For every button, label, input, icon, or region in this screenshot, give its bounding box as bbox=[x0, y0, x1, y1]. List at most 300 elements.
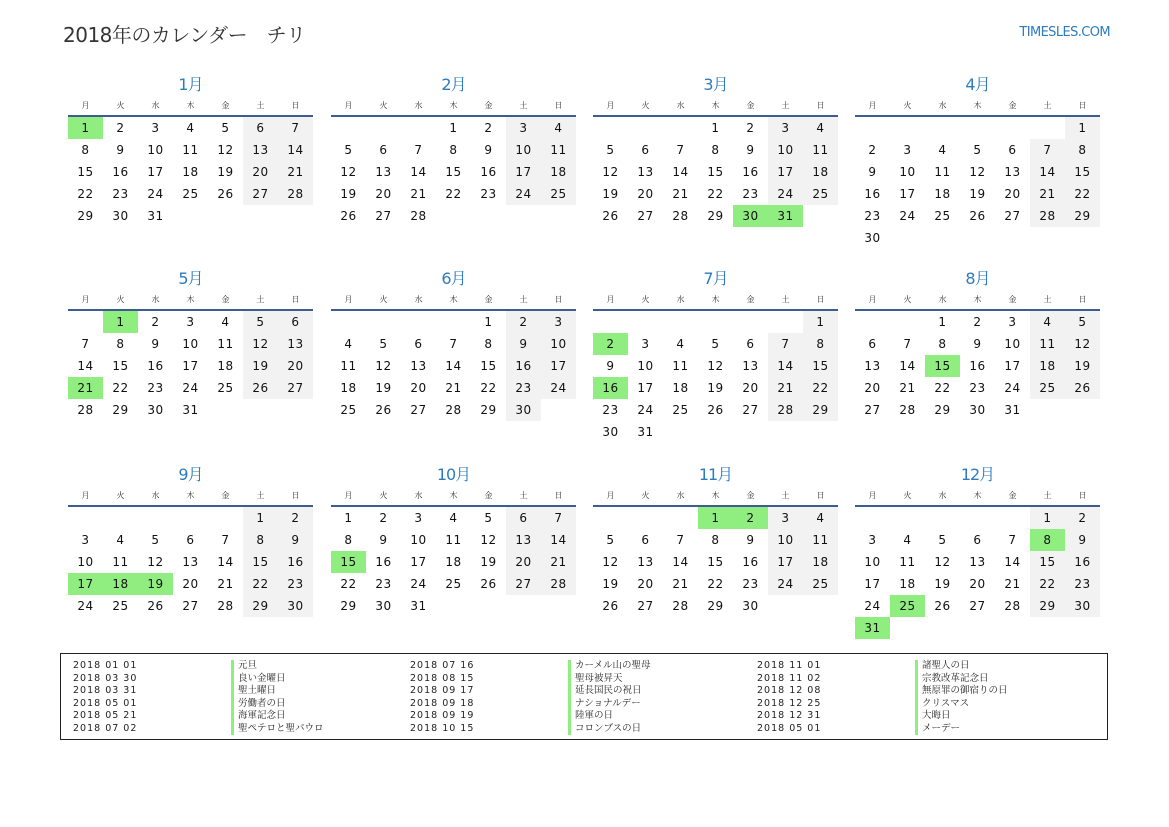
day-grid bbox=[855, 117, 1100, 249]
weekday-label: 火 bbox=[379, 101, 388, 110]
empty-cell bbox=[925, 507, 960, 529]
month-7 bbox=[593, 268, 838, 443]
holiday-date: 2018 03 30 bbox=[73, 672, 138, 684]
day-cell: 17 bbox=[410, 555, 427, 569]
day-grid bbox=[593, 117, 838, 227]
day-cell: 20 bbox=[637, 577, 654, 591]
month-2 bbox=[331, 74, 576, 227]
day-cell: 11 bbox=[803, 139, 838, 161]
day-cell: 11 bbox=[672, 359, 689, 373]
day-cell: 16 bbox=[147, 359, 164, 373]
day-cell: 8 bbox=[803, 333, 838, 355]
month-name: 11月 bbox=[698, 465, 733, 484]
day-cell: 27 bbox=[742, 403, 759, 417]
brand-link[interactable]: TIMESLES.COM bbox=[1019, 25, 1110, 40]
day-cell: 17 bbox=[768, 161, 803, 183]
month-name: 1月 bbox=[178, 75, 203, 94]
day-cell: 12 bbox=[707, 359, 724, 373]
empty-cell bbox=[103, 507, 138, 529]
day-cell: 9 bbox=[868, 165, 877, 179]
day-cell: 26 bbox=[1065, 377, 1100, 399]
day-cell: 27 bbox=[506, 573, 541, 595]
day-cell: 19 bbox=[934, 577, 951, 591]
holiday-date: 2018 12 31 bbox=[757, 710, 822, 721]
day-cell: 10 bbox=[768, 139, 803, 161]
day-cell: 28 bbox=[410, 209, 427, 223]
day-cell: 13 bbox=[278, 333, 313, 355]
day-cell: 8 bbox=[116, 337, 125, 351]
day-cell: 2 bbox=[868, 143, 877, 157]
day-cell: 5 bbox=[606, 143, 615, 157]
day-cell: 26 bbox=[969, 209, 986, 223]
day-cell: 5 bbox=[221, 121, 230, 135]
day-cell: 17 bbox=[899, 187, 916, 201]
day-cell: 9 bbox=[973, 337, 982, 351]
empty-cell bbox=[960, 117, 995, 139]
weekday-label: 月 bbox=[868, 101, 877, 110]
day-cell: 2 bbox=[151, 315, 160, 329]
day-cell: 25 bbox=[541, 183, 576, 205]
holiday-day-cell: 2 bbox=[733, 507, 768, 529]
day-cell: 27 bbox=[637, 209, 654, 223]
holiday-column bbox=[410, 660, 740, 735]
empty-cell bbox=[208, 507, 243, 529]
day-cell: 29 bbox=[1065, 205, 1100, 227]
weekday-label: 金 bbox=[1008, 101, 1017, 110]
day-cell: 2 bbox=[973, 315, 982, 329]
day-cell: 3 bbox=[1008, 315, 1017, 329]
day-cell: 12 bbox=[602, 165, 619, 179]
holiday-row bbox=[73, 660, 403, 673]
day-cell: 15 bbox=[1030, 551, 1065, 573]
weekday-label: 木 bbox=[186, 101, 195, 110]
day-grid bbox=[68, 507, 313, 617]
day-cell: 21 bbox=[541, 551, 576, 573]
holiday-date: 2018 03 31 bbox=[73, 685, 138, 696]
day-cell: 10 bbox=[506, 139, 541, 161]
weekday-header bbox=[855, 489, 1100, 507]
day-cell: 17 bbox=[147, 165, 164, 179]
day-cell: 28 bbox=[217, 599, 234, 613]
weekday-label: 土 bbox=[519, 491, 528, 500]
day-cell: 18 bbox=[803, 551, 838, 573]
holiday-date: 2018 05 21 bbox=[73, 710, 138, 721]
day-cell: 3 bbox=[768, 507, 803, 529]
day-cell: 18 bbox=[182, 165, 199, 179]
empty-cell bbox=[995, 507, 1030, 529]
day-cell: 16 bbox=[375, 555, 392, 569]
weekday-label: 木 bbox=[186, 295, 195, 304]
day-cell: 30 bbox=[278, 595, 313, 617]
weekday-header bbox=[331, 489, 576, 507]
empty-cell bbox=[593, 311, 628, 333]
day-cell: 16 bbox=[278, 551, 313, 573]
weekday-label: 火 bbox=[903, 295, 912, 304]
day-cell: 30 bbox=[969, 403, 986, 417]
day-cell: 27 bbox=[278, 377, 313, 399]
day-cell: 7 bbox=[414, 143, 423, 157]
day-cell: 11 bbox=[934, 165, 951, 179]
day-cell: 10 bbox=[864, 555, 881, 569]
day-cell: 22 bbox=[1065, 183, 1100, 205]
day-cell: 22 bbox=[243, 573, 278, 595]
month-name: 3月 bbox=[703, 75, 728, 94]
day-cell: 17 bbox=[768, 551, 803, 573]
day-cell: 7 bbox=[768, 333, 803, 355]
holiday-date: 2018 05 01 bbox=[73, 697, 138, 709]
day-cell: 31 bbox=[410, 599, 427, 613]
holiday-day-cell: 30 bbox=[733, 205, 768, 227]
day-cell: 20 bbox=[742, 381, 759, 395]
day-cell: 27 bbox=[182, 599, 199, 613]
day-cell: 29 bbox=[77, 209, 94, 223]
day-cell: 2 bbox=[278, 507, 313, 529]
day-cell: 15 bbox=[445, 165, 462, 179]
day-cell: 20 bbox=[1004, 187, 1021, 201]
day-cell: 25 bbox=[182, 187, 199, 201]
day-cell: 12 bbox=[1065, 333, 1100, 355]
day-cell: 23 bbox=[506, 377, 541, 399]
day-cell: 15 bbox=[803, 355, 838, 377]
day-cell: 23 bbox=[147, 381, 164, 395]
day-cell: 12 bbox=[602, 555, 619, 569]
day-cell: 18 bbox=[541, 161, 576, 183]
day-cell: 28 bbox=[1030, 205, 1065, 227]
day-cell: 22 bbox=[480, 381, 497, 395]
day-cell: 9 bbox=[606, 359, 615, 373]
day-cell: 11 bbox=[899, 555, 916, 569]
month-name: 9月 bbox=[178, 465, 203, 484]
weekday-header bbox=[68, 489, 313, 507]
day-cell: 18 bbox=[1030, 355, 1065, 377]
holiday-column bbox=[73, 660, 403, 735]
day-cell: 13 bbox=[375, 165, 392, 179]
day-cell: 7 bbox=[1030, 139, 1065, 161]
weekday-label: 木 bbox=[449, 491, 458, 500]
holiday-name: ナショナルデー bbox=[568, 698, 641, 711]
day-cell: 10 bbox=[637, 359, 654, 373]
day-cell: 24 bbox=[541, 377, 576, 399]
day-cell: 14 bbox=[1004, 555, 1021, 569]
weekday-label: 土 bbox=[256, 101, 265, 110]
weekday-label: 木 bbox=[973, 101, 982, 110]
day-cell: 26 bbox=[480, 577, 497, 591]
day-grid bbox=[855, 311, 1100, 421]
month-name: 10月 bbox=[436, 465, 471, 484]
day-cell: 29 bbox=[1030, 595, 1065, 617]
day-cell: 27 bbox=[1004, 209, 1021, 223]
holiday-day-cell: 8 bbox=[1030, 529, 1065, 551]
holiday-list bbox=[60, 653, 1108, 740]
day-grid bbox=[68, 311, 313, 421]
day-cell: 22 bbox=[1030, 573, 1065, 595]
month-12 bbox=[855, 464, 1100, 639]
day-cell: 21 bbox=[278, 161, 313, 183]
holiday-row bbox=[73, 723, 403, 736]
day-cell: 12 bbox=[375, 359, 392, 373]
holiday-name: 大晦日 bbox=[915, 710, 951, 723]
day-cell: 22 bbox=[445, 187, 462, 201]
day-cell: 25 bbox=[803, 183, 838, 205]
month-4 bbox=[855, 74, 1100, 249]
day-cell: 31 bbox=[147, 209, 164, 223]
day-cell: 14 bbox=[217, 555, 234, 569]
month-3 bbox=[593, 74, 838, 227]
day-cell: 4 bbox=[676, 337, 685, 351]
day-cell: 13 bbox=[410, 359, 427, 373]
day-cell: 20 bbox=[637, 187, 654, 201]
holiday-date: 2018 09 19 bbox=[410, 710, 475, 721]
day-cell: 28 bbox=[541, 573, 576, 595]
holiday-date: 2018 07 02 bbox=[73, 722, 138, 734]
day-cell: 2 bbox=[746, 121, 755, 135]
day-cell: 16 bbox=[1065, 551, 1100, 573]
month-name: 8月 bbox=[965, 269, 990, 288]
weekday-label: 水 bbox=[676, 101, 685, 110]
day-cell: 30 bbox=[147, 403, 164, 417]
holiday-row bbox=[410, 673, 740, 686]
weekday-label: 火 bbox=[116, 491, 125, 500]
holiday-name: 聖母被昇天 bbox=[568, 673, 623, 686]
day-cell: 10 bbox=[410, 533, 427, 547]
weekday-label: 日 bbox=[291, 491, 300, 500]
weekday-label: 日 bbox=[816, 101, 825, 110]
day-cell: 14 bbox=[541, 529, 576, 551]
day-cell: 28 bbox=[672, 599, 689, 613]
day-cell: 20 bbox=[375, 187, 392, 201]
day-cell: 15 bbox=[480, 359, 497, 373]
weekday-header bbox=[593, 293, 838, 311]
holiday-row bbox=[410, 710, 740, 723]
empty-cell bbox=[401, 117, 436, 139]
day-cell: 10 bbox=[899, 165, 916, 179]
weekday-label: 日 bbox=[1078, 295, 1087, 304]
day-cell: 10 bbox=[182, 337, 199, 351]
weekday-label: 日 bbox=[1078, 101, 1087, 110]
weekday-label: 日 bbox=[816, 295, 825, 304]
holiday-day-cell: 1 bbox=[103, 311, 138, 333]
day-cell: 1 bbox=[1030, 507, 1065, 529]
day-cell: 31 bbox=[1004, 403, 1021, 417]
day-grid bbox=[855, 507, 1100, 639]
weekday-label: 金 bbox=[221, 295, 230, 304]
day-cell: 7 bbox=[676, 143, 685, 157]
day-cell: 11 bbox=[112, 555, 129, 569]
month-8 bbox=[855, 268, 1100, 421]
day-cell: 3 bbox=[541, 311, 576, 333]
weekday-label: 金 bbox=[1008, 491, 1017, 500]
holiday-name: 聖ペテロと聖パウロ bbox=[231, 723, 324, 736]
day-cell: 18 bbox=[340, 381, 357, 395]
day-cell: 26 bbox=[934, 599, 951, 613]
holiday-column bbox=[757, 660, 1087, 735]
day-cell: 26 bbox=[602, 209, 619, 223]
day-cell: 14 bbox=[278, 139, 313, 161]
day-cell: 13 bbox=[1004, 165, 1021, 179]
day-cell: 31 bbox=[182, 403, 199, 417]
day-grid bbox=[331, 117, 576, 227]
day-cell: 7 bbox=[1008, 533, 1017, 547]
weekday-label: 金 bbox=[484, 295, 493, 304]
day-cell: 18 bbox=[445, 555, 462, 569]
day-cell: 26 bbox=[147, 599, 164, 613]
empty-cell bbox=[960, 507, 995, 529]
holiday-date: 2018 09 17 bbox=[410, 685, 475, 696]
weekday-label: 火 bbox=[379, 295, 388, 304]
day-cell: 8 bbox=[243, 529, 278, 551]
day-cell: 30 bbox=[742, 599, 759, 613]
empty-cell bbox=[593, 507, 628, 529]
weekday-label: 火 bbox=[379, 491, 388, 500]
day-cell: 24 bbox=[77, 599, 94, 613]
day-cell: 14 bbox=[77, 359, 94, 373]
day-cell: 3 bbox=[768, 117, 803, 139]
day-cell: 5 bbox=[243, 311, 278, 333]
weekday-label: 土 bbox=[781, 101, 790, 110]
empty-cell bbox=[68, 507, 103, 529]
empty-cell bbox=[890, 507, 925, 529]
holiday-name: 陸軍の日 bbox=[568, 710, 613, 723]
day-cell: 13 bbox=[182, 555, 199, 569]
empty-cell bbox=[855, 311, 890, 333]
holiday-date: 2018 11 01 bbox=[757, 660, 822, 671]
day-cell: 4 bbox=[938, 143, 947, 157]
day-cell: 13 bbox=[864, 359, 881, 373]
day-cell: 8 bbox=[449, 143, 458, 157]
holiday-day-cell: 31 bbox=[855, 617, 890, 639]
holiday-date: 2018 01 01 bbox=[73, 660, 138, 671]
weekday-label: 月 bbox=[606, 491, 615, 500]
month-9 bbox=[68, 464, 313, 617]
day-cell: 3 bbox=[903, 143, 912, 157]
day-cell: 4 bbox=[803, 117, 838, 139]
day-cell: 2 bbox=[484, 121, 493, 135]
empty-cell bbox=[628, 311, 663, 333]
day-cell: 26 bbox=[375, 403, 392, 417]
day-cell: 3 bbox=[186, 315, 195, 329]
weekday-label: 月 bbox=[81, 101, 90, 110]
day-cell: 14 bbox=[672, 165, 689, 179]
empty-cell bbox=[733, 311, 768, 333]
day-cell: 18 bbox=[899, 577, 916, 591]
weekday-label: 土 bbox=[1043, 101, 1052, 110]
day-cell: 11 bbox=[803, 529, 838, 551]
day-cell: 6 bbox=[414, 337, 423, 351]
day-cell: 9 bbox=[746, 533, 755, 547]
empty-cell bbox=[768, 311, 803, 333]
empty-cell bbox=[663, 117, 698, 139]
day-cell: 18 bbox=[217, 359, 234, 373]
day-cell: 20 bbox=[506, 551, 541, 573]
holiday-day-cell: 31 bbox=[768, 205, 803, 227]
day-cell: 22 bbox=[707, 577, 724, 591]
weekday-label: 火 bbox=[641, 295, 650, 304]
holiday-name: 延長国民の祝日 bbox=[568, 685, 642, 698]
day-cell: 22 bbox=[707, 187, 724, 201]
holiday-date: 2018 09 18 bbox=[410, 697, 475, 709]
holiday-name: カーメル山の聖母 bbox=[568, 660, 651, 673]
day-cell: 29 bbox=[707, 209, 724, 223]
day-cell: 21 bbox=[1030, 183, 1065, 205]
holiday-name: クリスマス bbox=[915, 698, 969, 711]
weekday-header bbox=[331, 99, 576, 117]
day-cell: 19 bbox=[602, 577, 619, 591]
day-cell: 2 bbox=[379, 511, 388, 525]
holiday-date: 2018 05 01 bbox=[757, 722, 822, 734]
day-cell: 7 bbox=[449, 337, 458, 351]
day-cell: 8 bbox=[938, 337, 947, 351]
day-cell: 13 bbox=[969, 555, 986, 569]
holiday-day-cell: 19 bbox=[138, 573, 173, 595]
day-cell: 5 bbox=[938, 533, 947, 547]
day-cell: 9 bbox=[1065, 529, 1100, 551]
day-cell: 16 bbox=[969, 359, 986, 373]
month-11 bbox=[593, 464, 838, 617]
day-cell: 21 bbox=[768, 377, 803, 399]
day-cell: 1 bbox=[711, 121, 720, 135]
day-cell: 19 bbox=[340, 187, 357, 201]
weekday-header bbox=[68, 99, 313, 117]
holiday-row bbox=[757, 710, 1087, 723]
empty-cell bbox=[855, 507, 890, 529]
weekday-label: 金 bbox=[746, 101, 755, 110]
day-cell: 23 bbox=[278, 573, 313, 595]
day-cell: 6 bbox=[1008, 143, 1017, 157]
holiday-row bbox=[757, 723, 1087, 736]
day-cell: 1 bbox=[344, 511, 353, 525]
day-cell: 15 bbox=[77, 165, 94, 179]
day-cell: 23 bbox=[112, 187, 129, 201]
day-cell: 17 bbox=[1004, 359, 1021, 373]
day-grid bbox=[331, 311, 576, 421]
day-cell: 16 bbox=[506, 355, 541, 377]
day-cell: 12 bbox=[340, 165, 357, 179]
holiday-row bbox=[410, 660, 740, 673]
empty-cell bbox=[401, 311, 436, 333]
day-grid bbox=[593, 311, 838, 443]
day-cell: 30 bbox=[1065, 595, 1100, 617]
day-cell: 20 bbox=[243, 161, 278, 183]
day-cell: 4 bbox=[903, 533, 912, 547]
day-cell: 6 bbox=[746, 337, 755, 351]
holiday-name: 無原罪の御宿りの日 bbox=[915, 685, 1008, 698]
day-cell: 19 bbox=[969, 187, 986, 201]
day-cell: 24 bbox=[768, 183, 803, 205]
holiday-name: コロンブスの日 bbox=[568, 723, 641, 736]
holiday-row bbox=[757, 698, 1087, 711]
day-cell: 29 bbox=[803, 399, 838, 421]
weekday-label: 木 bbox=[711, 295, 720, 304]
weekday-label: 日 bbox=[554, 295, 563, 304]
weekday-label: 金 bbox=[484, 491, 493, 500]
day-cell: 9 bbox=[379, 533, 388, 547]
day-cell: 20 bbox=[182, 577, 199, 591]
weekday-label: 木 bbox=[973, 295, 982, 304]
day-cell: 6 bbox=[379, 143, 388, 157]
weekday-label: 木 bbox=[711, 491, 720, 500]
weekday-header bbox=[331, 293, 576, 311]
day-cell: 29 bbox=[340, 599, 357, 613]
day-cell: 19 bbox=[217, 165, 234, 179]
empty-cell bbox=[663, 507, 698, 529]
day-cell: 5 bbox=[973, 143, 982, 157]
weekday-label: 水 bbox=[676, 295, 685, 304]
day-cell: 9 bbox=[151, 337, 160, 351]
day-cell: 8 bbox=[484, 337, 493, 351]
day-cell: 25 bbox=[340, 403, 357, 417]
day-cell: 26 bbox=[707, 403, 724, 417]
day-cell: 28 bbox=[278, 183, 313, 205]
